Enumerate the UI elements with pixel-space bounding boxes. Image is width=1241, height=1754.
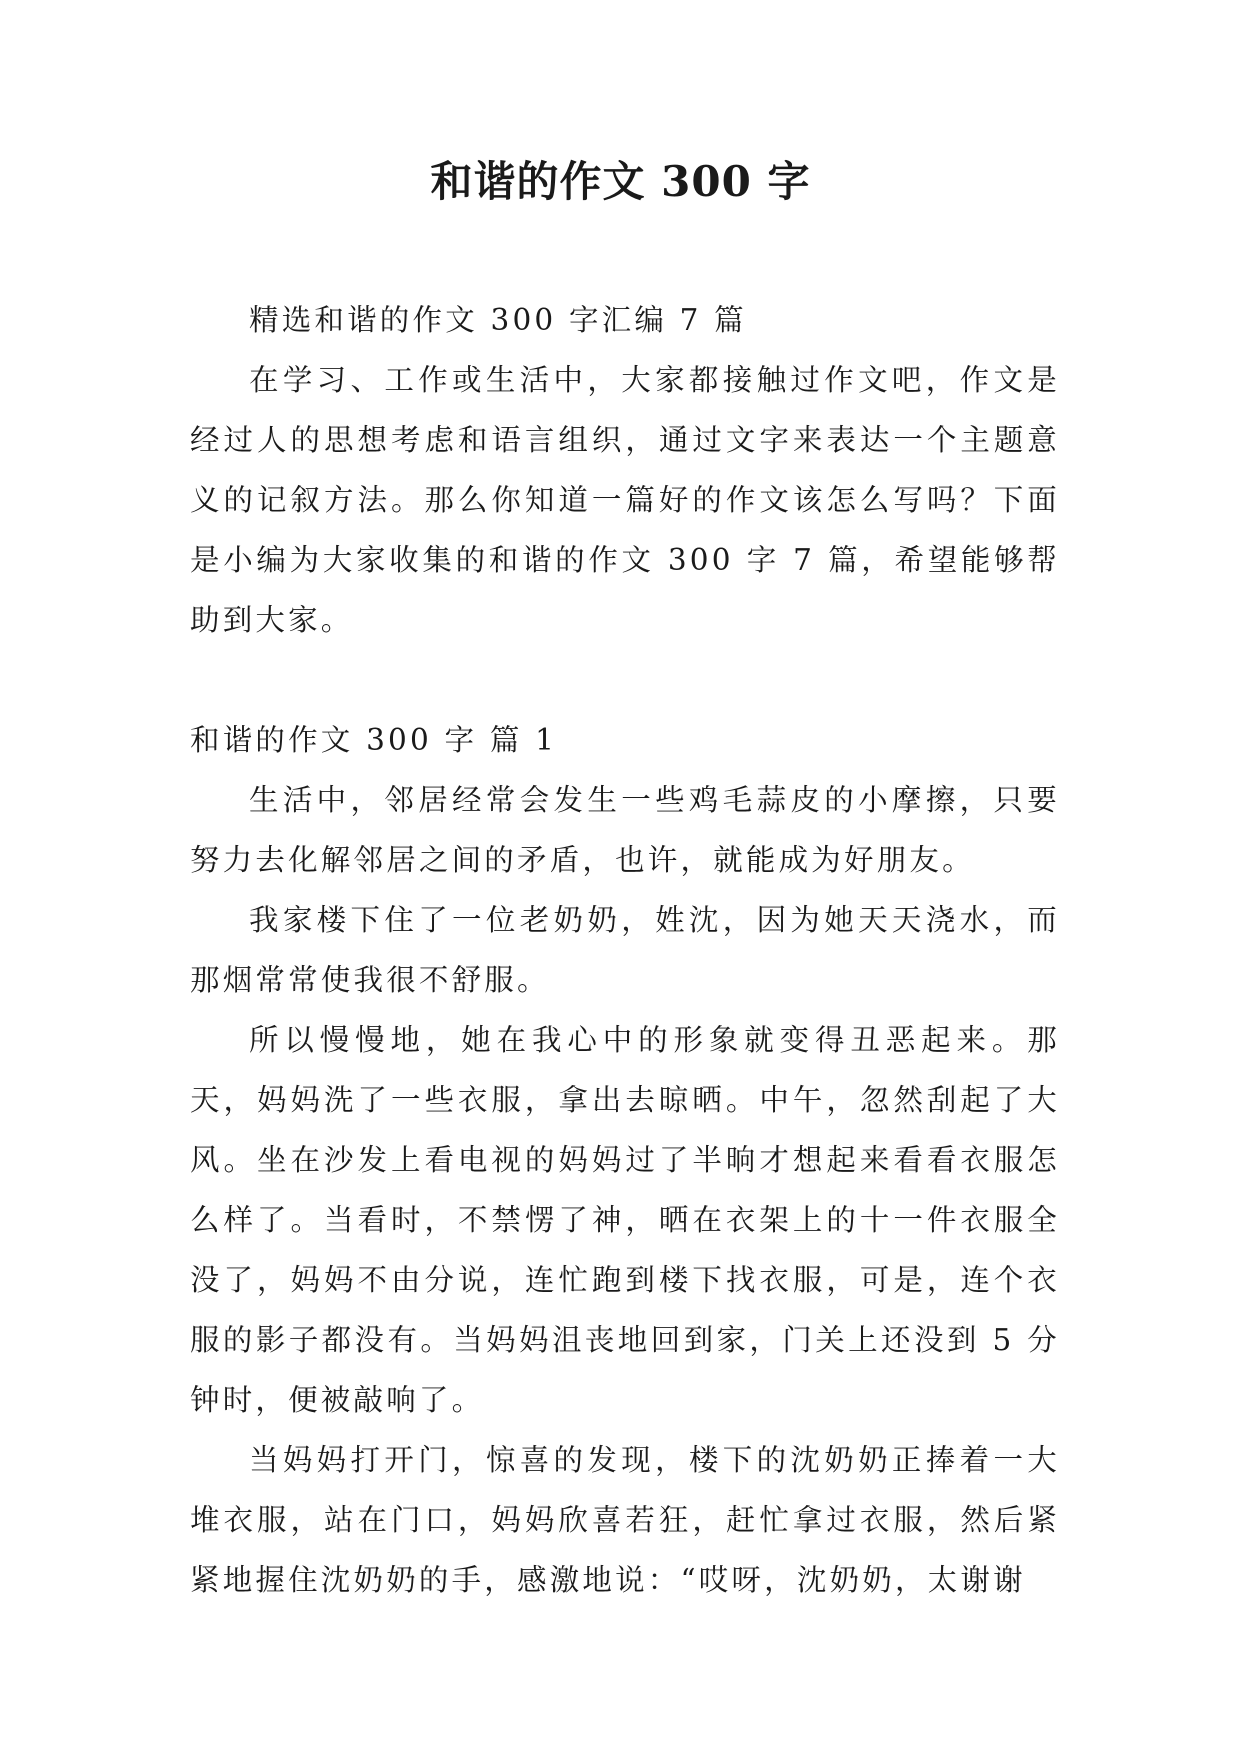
body-paragraph: 当妈妈打开门，惊喜的发现，楼下的沈奶奶正捧着一大堆衣服，站在门口，妈妈欣喜若狂，赶忙拿过衣服，然后紧紧地握住沈奶奶的手，感激地说：“哎呀，沈奶奶，太谢谢 xyxy=(190,1443,1060,1597)
intro-paragraph: 在学习、工作或生活中，大家都接触过作文吧，作文是经过人的思想考虑和语言组织，通过文字来表达一个主题意义的记叙方法。那么你知道一篇好的作文该怎么写吗？下面是小编为大家收集的和谐的作文 300 字 7 篇，希望能够帮助到大家。 xyxy=(190,363,1060,637)
document-body xyxy=(190,290,1060,1610)
body-paragraph: 所以慢慢地，她在我心中的形象就变得丑恶起来。那天，妈妈洗了一些衣服，拿出去晾晒。中午，忽然刮起了大风。坐在沙发上看电视的妈妈过了半晌才想起来看看衣服怎么样了。当看时，不禁愣了神，晒在衣架上的十一件衣服全没了，妈妈不由分说，连忙跑到楼下找衣服，可是，连个衣服的影子都没有。当妈妈沮丧地回到家，门关上还没到 5 分钟时，便被敲响了。 xyxy=(190,1023,1060,1417)
document-title: 和谐的作文 300 字 xyxy=(430,157,811,206)
body-paragraph: 我家楼下住了一位老奶奶，姓沈，因为她天天浇水，而那烟常常使我很不舒服。 xyxy=(190,903,1060,997)
body-paragraph: 生活中，邻居经常会发生一些鸡毛蒜皮的小摩擦，只要努力去化解邻居之间的矛盾，也许，就能成为好朋友。 xyxy=(190,783,1060,877)
section-heading: 和谐的作文 300 字 篇 1 xyxy=(190,723,558,757)
document-subtitle: 精选和谐的作文 300 字汇编 7 篇 xyxy=(249,303,747,337)
